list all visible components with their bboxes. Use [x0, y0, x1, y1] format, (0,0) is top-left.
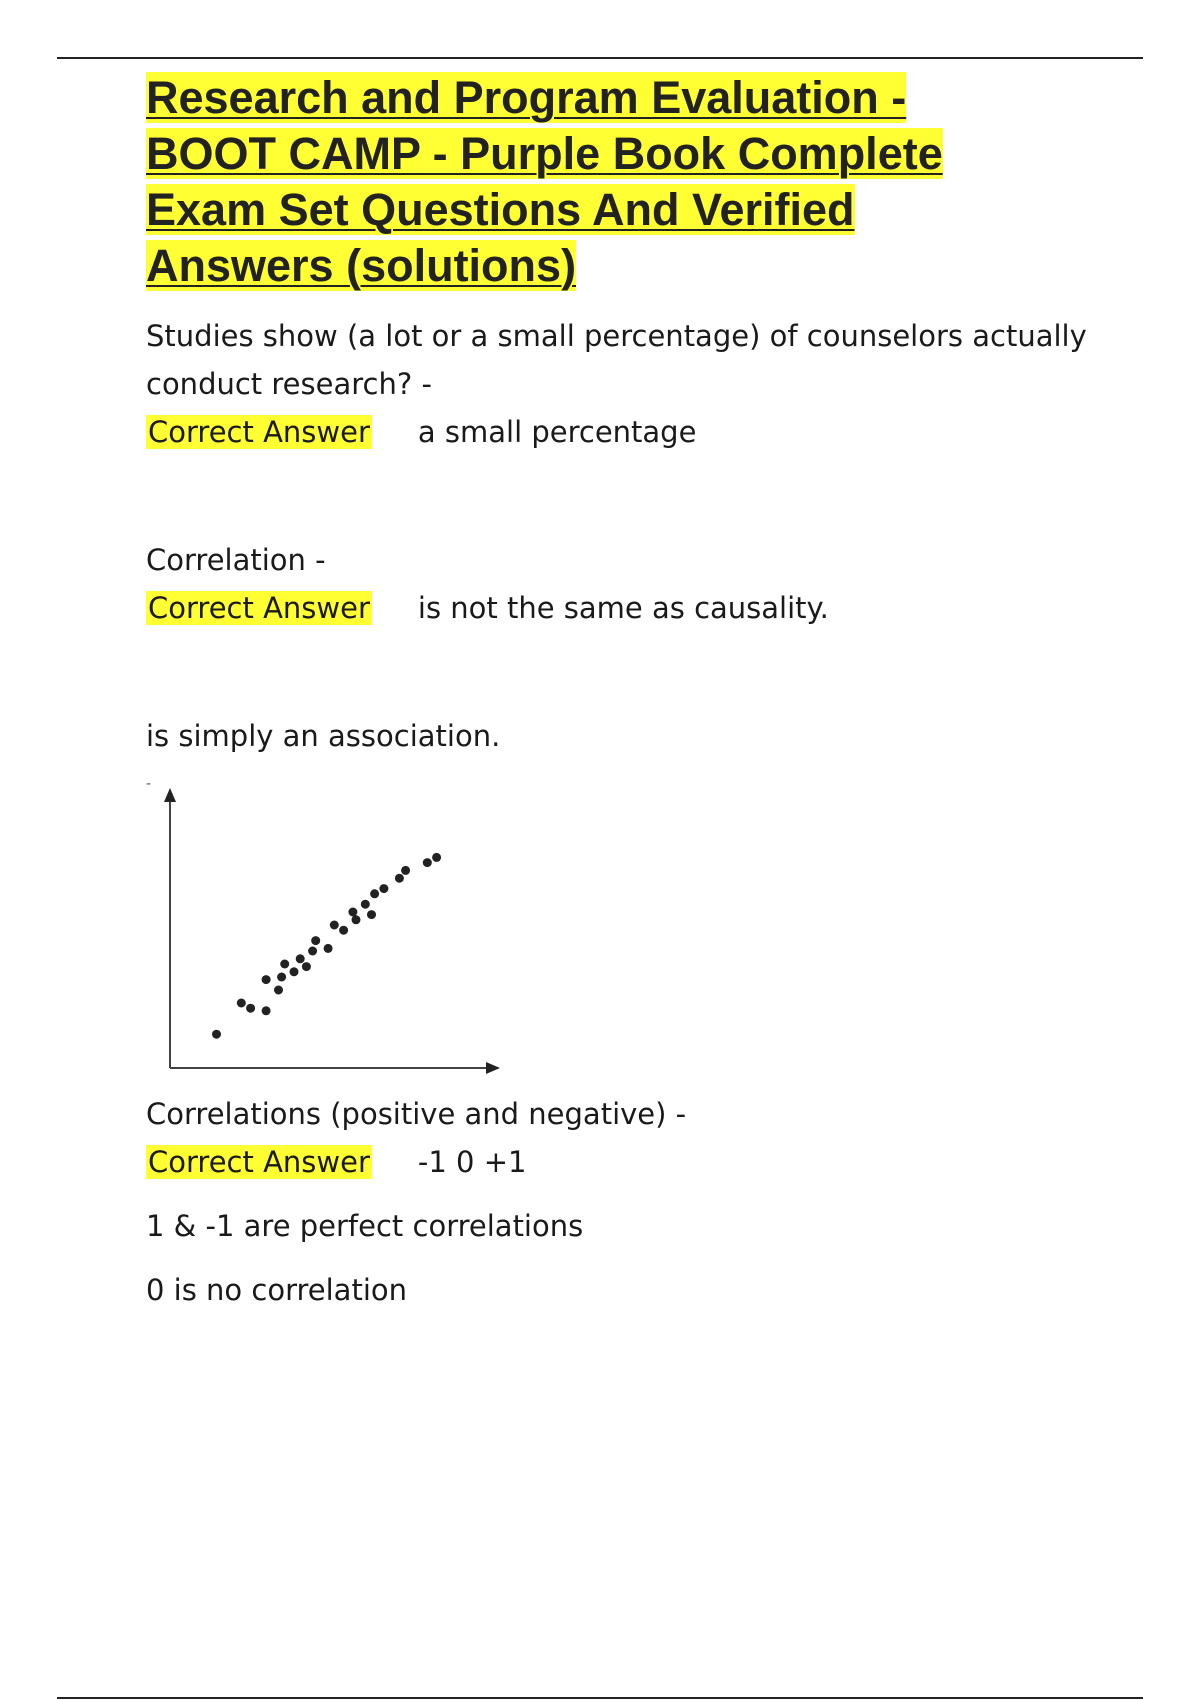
scatter-point: [330, 921, 339, 930]
answer-row: [146, 584, 1096, 632]
scatter-point: [432, 853, 441, 862]
top-rule: [57, 57, 1143, 59]
question-text: Correlation -: [146, 543, 326, 577]
title-line-2: BOOT CAMP - Purple Book Complete: [146, 128, 943, 179]
scatter-point: [262, 1006, 271, 1015]
dash-mark: -: [146, 776, 152, 792]
scatter-plot-svg: [146, 776, 506, 1076]
document-title: [146, 70, 1096, 294]
scatter-point: [290, 967, 299, 976]
bottom-rule: [57, 1697, 1143, 1699]
scatter-point: [367, 910, 376, 919]
document-body: [146, 70, 1096, 1314]
answer-row: [146, 408, 1096, 456]
correct-answer-tag: Correct Answer: [148, 591, 370, 625]
scatter-point: [324, 944, 333, 953]
scatter-point: [311, 936, 320, 945]
scatter-point: [262, 975, 271, 984]
qa-block-1: [146, 312, 1096, 456]
title-line-3: Exam Set Questions And Verified: [146, 184, 855, 235]
question-text: Studies show (a lot or a small percentage) of counselors actually conduct research? -: [146, 319, 1087, 401]
no-correlation-note: 0 is no correlation: [146, 1273, 407, 1307]
scatter-point: [296, 954, 305, 963]
y-axis-arrow: [164, 788, 176, 802]
scatter-point: [246, 1004, 255, 1013]
question-text: Correlations (positive and negative) -: [146, 1097, 687, 1131]
title-line-4: Answers (solutions): [146, 240, 577, 291]
answer-row: [146, 1138, 1096, 1186]
scatter-point: [277, 973, 286, 982]
perfect-correlation-note: 1 & -1 are perfect correlations: [146, 1209, 584, 1243]
scatter-point: [302, 962, 311, 971]
scatter-point: [237, 999, 246, 1008]
title-line-1: Research and Program Evaluation -: [146, 72, 907, 123]
qa-block-2: [146, 536, 1096, 632]
answer-text: -1 0 +1: [417, 1145, 527, 1179]
scatter-point: [395, 874, 404, 883]
scatter-point: [274, 986, 283, 995]
scatter-point: [339, 926, 348, 935]
scatter-point: [401, 866, 410, 875]
scatter-plot: [146, 776, 506, 1076]
plot-points: [212, 853, 441, 1039]
answer-text: is not the same as causality.: [417, 591, 829, 625]
scatter-point: [280, 960, 289, 969]
scatter-point: [352, 915, 361, 924]
association-note: is simply an association.: [146, 719, 501, 753]
correct-answer-tag: Correct Answer: [148, 1145, 370, 1179]
scatter-point: [379, 884, 388, 893]
x-axis-arrow: [486, 1062, 500, 1074]
scatter-point: [348, 908, 357, 917]
qa-block-3: [146, 1090, 1096, 1186]
answer-text: a small percentage: [417, 415, 697, 449]
scatter-point: [308, 947, 317, 956]
scatter-point: [423, 858, 432, 867]
scatter-point: [212, 1030, 221, 1039]
scatter-point: [361, 900, 370, 909]
correct-answer-tag: Correct Answer: [148, 415, 370, 449]
scatter-point: [370, 889, 379, 898]
